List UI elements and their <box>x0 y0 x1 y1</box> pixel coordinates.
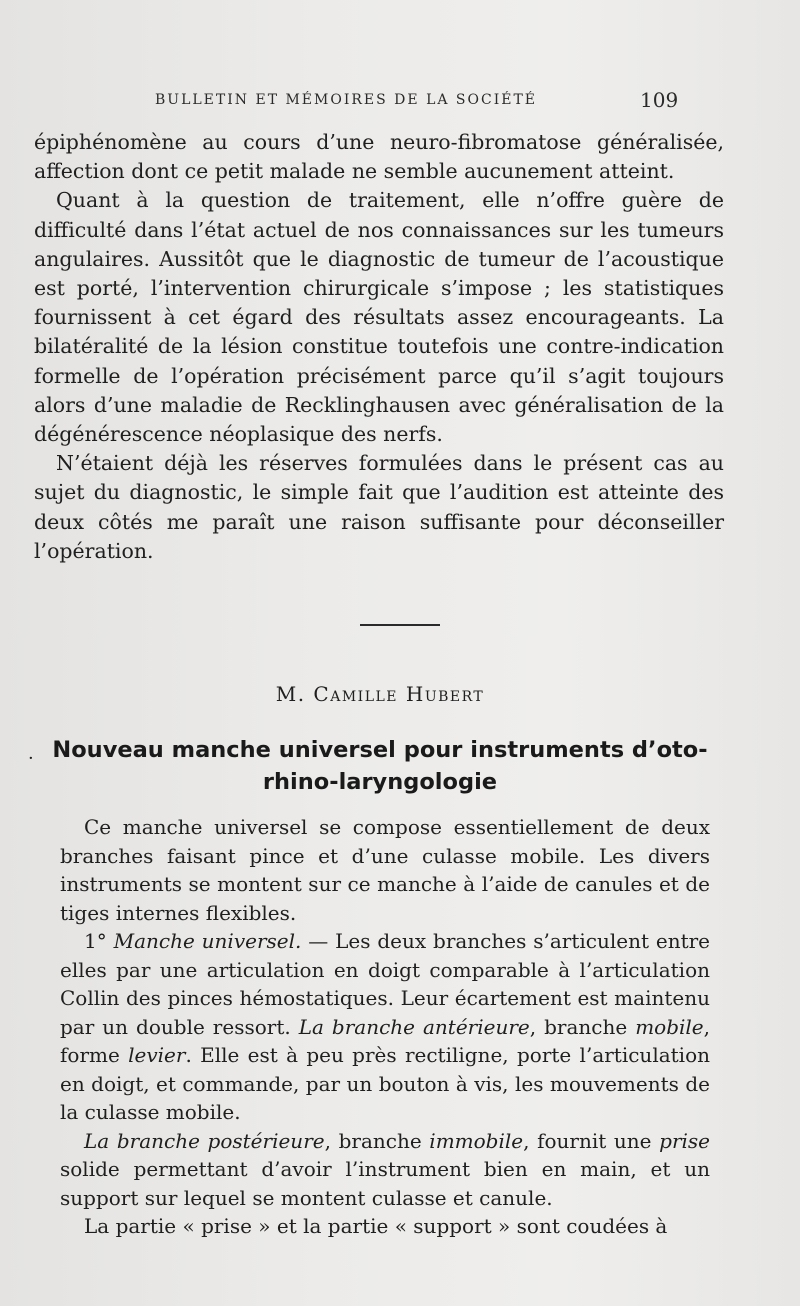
article-paragraph-3 <box>60 1127 710 1213</box>
text-run: , fournit une <box>523 1128 660 1153</box>
italic-run: La branche postérieure <box>84 1128 325 1153</box>
item-number: 1° <box>84 929 107 953</box>
article-title: Nouveau manche universel pour instruments d’oto-rhino-laryngologie <box>52 737 708 795</box>
article-paragraph-4: La partie « prise » et la partie « support » sont coudées à <box>84 1214 668 1238</box>
paragraph-1: épiphénomène au cours d’une neuro-fibromatose généralisée, affection dont ce petit malade ne semble aucunement atteint. <box>34 130 724 184</box>
article-body <box>60 813 710 1241</box>
section-divider <box>360 624 440 626</box>
text-run: — Les deux branches s’articulent entre elles par une articulation en doigt comparable à l’articulation Collin des pinces hémostatiques. Leur écartement est maintenu par un double ressort. <box>60 929 711 1039</box>
item-heading: Manche universel. <box>113 929 302 953</box>
text-run: solide permettant d’avoir l’instrument bien en main, et un support sur lequel se montent culasse et canule. <box>60 1157 710 1210</box>
page-number: 109 <box>640 88 679 112</box>
article-paragraph-2 <box>60 927 710 1127</box>
running-head: BULLETIN ET MÉMOIRES DE LA SOCIÉTÉ <box>155 92 538 108</box>
italic-run: La branche antérieure <box>298 1014 530 1039</box>
paragraph-2: Quant à la question de traitement, elle n’offre guère de difficulté dans l’état actuel de nos connaissances sur les tumeurs angulaires. Aussitôt que le diagnostic de tumeur de l’acoustique est porté, l’intervention chirurgicale s’impose ; les statistiques fournissent à cet égard des résultats assez encourageants. La bilatéralité de la lésion constitue toutefois une contre-indication formelle de l’opération précisément parce qu’il s’agit toujours alors d’une maladie de Recklinghausen avec généralisation de la dégénérescence néoplasique des nerfs. <box>34 188 724 447</box>
italic-run: mobile <box>635 1014 704 1039</box>
paragraph-3: N’étaient déjà les réserves formulées dans le présent cas au sujet du diagnostic, le simple fait que l’audition est atteinte des deux côtés me paraît une raison suffisante pour déconseiller l’opération. <box>34 451 724 563</box>
body-text <box>34 128 724 566</box>
italic-run: levier <box>128 1043 186 1067</box>
italic-run: prise <box>659 1128 710 1153</box>
italic-run: immobile <box>429 1128 524 1153</box>
text-run: , branche <box>529 1014 636 1039</box>
article-paragraph-1: Ce manche universel se compose essentiellement de deux branches faisant pince et d’une culasse mobile. Les divers instruments se montent sur ce manche à l’aide de canules et de tiges internes flexibles. <box>60 815 710 925</box>
text-run: , forme <box>60 1014 710 1067</box>
text-run: , branche <box>324 1128 430 1153</box>
text-run: . Elle est à peu près rectiligne, porte l’articulation en doigt, et commande, par un bouton à vis, les mouvements de la culasse mobile. <box>60 1043 710 1124</box>
author-name: M. Camille Hubert <box>275 682 485 706</box>
margin-mark: · <box>28 748 34 769</box>
